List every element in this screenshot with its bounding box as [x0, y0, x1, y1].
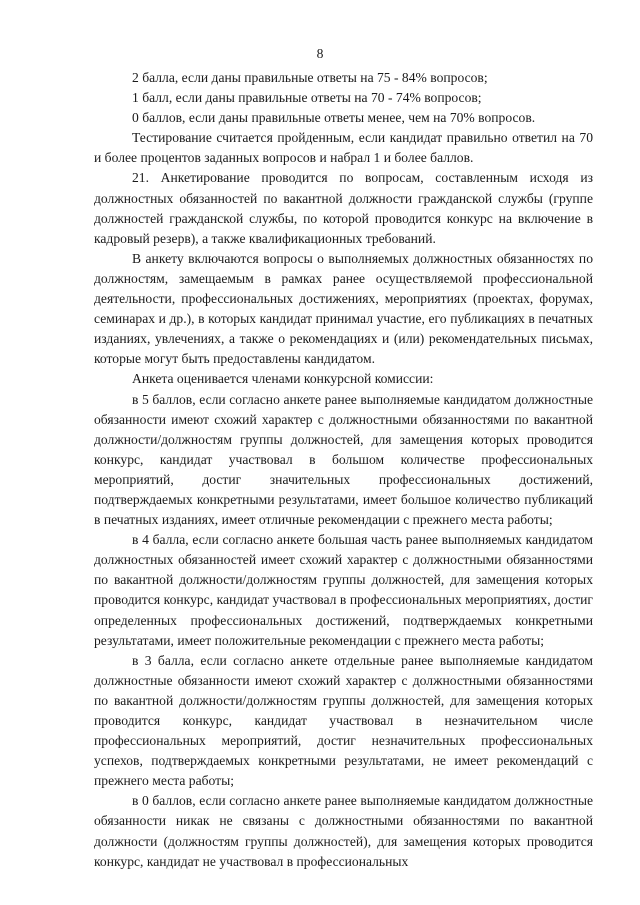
paragraph-item-21: 21. Анкетирование проводится по вопросам, составленным исходя из должностных обязанностей по вакантной должности гражданской службы (группе должностей гражданской службы, по которой проводится конкурс на включение в кадровый резерв), а также квалификационных требований.	[94, 170, 593, 246]
paragraph-questionnaire-evaluation: Анкета оценивается членами конкурсной комиссии:	[132, 371, 434, 387]
document-body	[94, 68, 593, 872]
paragraph-score-1: 1 балл, если даны правильные ответы на 70 - 74% вопросов;	[132, 90, 482, 106]
paragraph-zero-points: в 0 баллов, если согласно анкете ранее выполняемые кандидатом должностные обязанности никак не связаны с должностными обязанностями по вакантной должности (должностям группы должностей), для замещения которых проводится конкурс, кандидат не участвовал в профессиональных	[94, 793, 593, 869]
paragraph-five-points: в 5 баллов, если согласно анкете ранее выполняемые кандидатом должностные обязанности имеют схожий характер с должностными обязанностями по вакантной должности/должностям группы должностей, для замещения которых проводится конкурс, кандидат участвовал в большом количестве профессиональных мероприятий, достиг значительных профессиональных достижений, подтверждаемых конкретными результатами, имеет большое количество публикаций в печатных изданиях, имеет отличные рекомендации с прежнего места работы;	[94, 391, 593, 528]
paragraph-score-0: 0 баллов, если даны правильные ответы менее, чем на 70% вопросов.	[132, 110, 536, 126]
paragraph-questionnaire-content: В анкету включаются вопросы о выполняемых должностных обязанностях по должностям, замещаемым в рамках ранее осуществляемой профессиональной деятельности, профессиональных достижениях, мероприятиях (проектах, форумах, семинарах и др.), в которых кандидат принимал участие, его публикациях в печатных изданиях, увлечениях, а также о рекомендациях и (или) рекомендательных письмах, которые могут быть предоставлены кандидатом.	[94, 250, 593, 367]
paragraph-four-points: в 4 балла, если согласно анкете большая часть ранее выполняемых кандидатом должностных обязанностей имеет схожий характер с должностными обязанностями по вакантной должности/должностям группы должностей, для замещения которых проводится конкурс, кандидат участвовал в профессиональных мероприятиях, достиг определенных профессиональных достижений, подтверждаемых конкретными результатами, имеет положительные рекомендации с прежнего места работы;	[94, 532, 593, 648]
paragraph-three-points: в 3 балла, если согласно анкете отдельные ранее выполняемые кандидатом должностные обязанности имеют схожий характер с должностными обязанностями по вакантной должности/должностям группы должностей, для замещения которых проводится конкурс, кандидат участвовал в незначительном числе профессиональных мероприятий, достиг незначительных профессиональных успехов, подтверждаемых конкретными результатами, не имеет рекомендаций с прежнего места работы;	[94, 652, 593, 789]
paragraph-score-2: 2 балла, если даны правильные ответы на 75 - 84% вопросов;	[132, 70, 488, 85]
page-number: 8	[316, 46, 324, 61]
paragraph-testing-passed: Тестирование считается пройденным, если кандидат правильно ответил на 70 и более процентов заданных вопросов и набрал 1 и более баллов.	[94, 130, 593, 166]
